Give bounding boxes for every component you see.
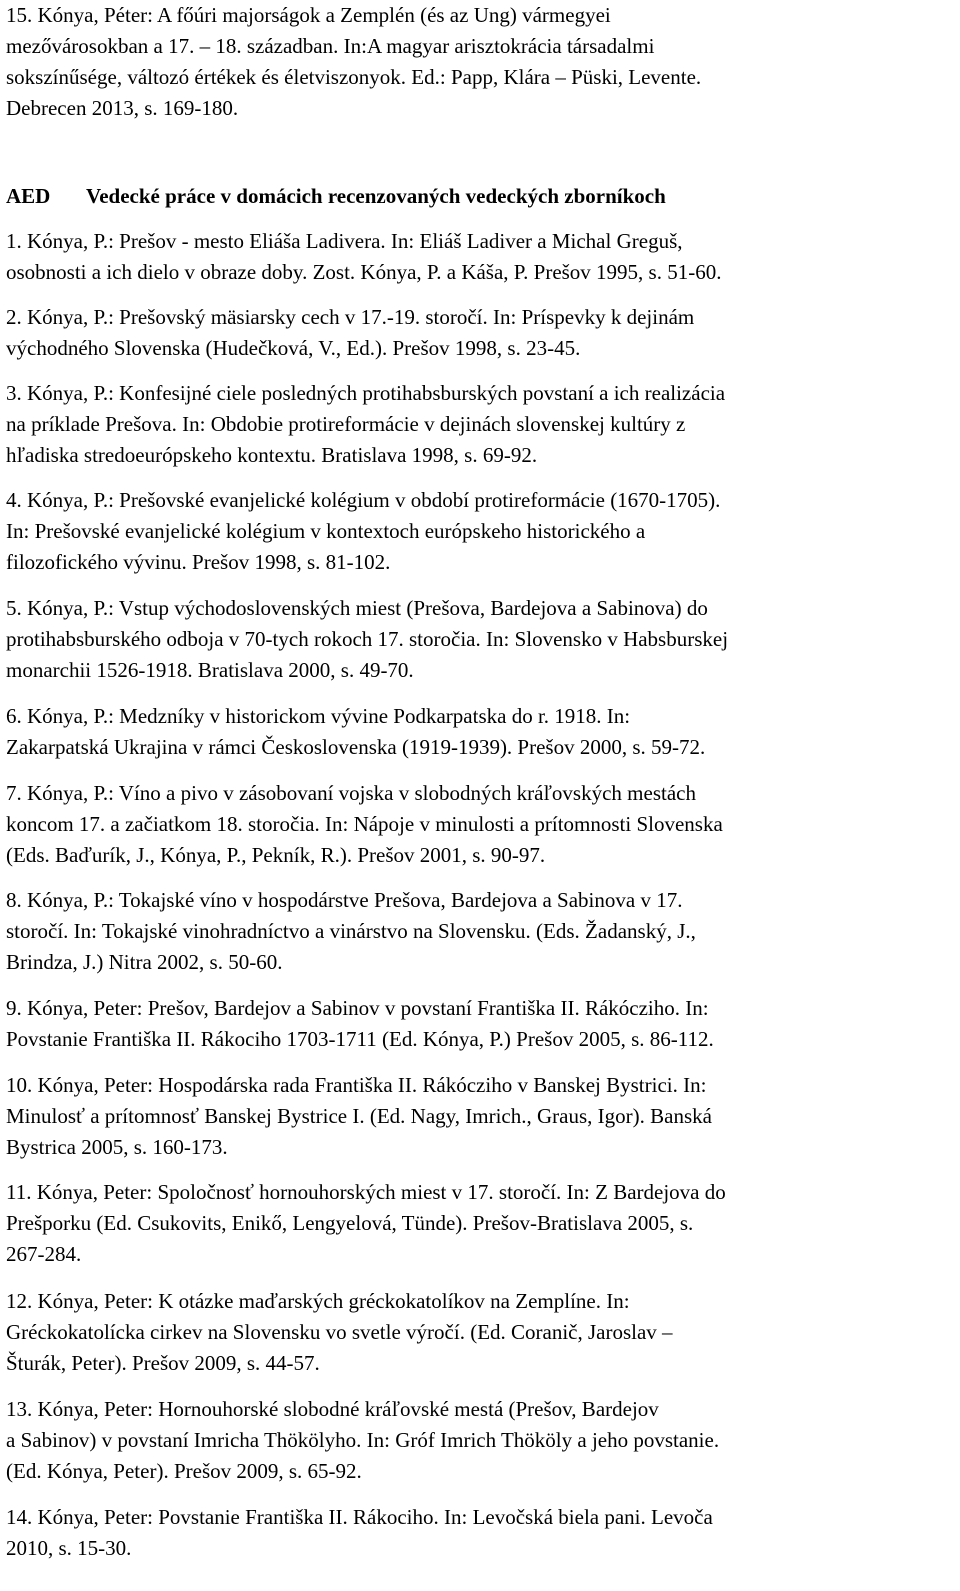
entry-7 xyxy=(6,778,956,871)
entry-line: Prešporku (Ed. Csukovits, Enikő, Lengyelová, Tünde). Prešov-Bratislava 2005, s. xyxy=(6,1211,694,1235)
entry-line: na príklade Prešova. In: Obdobie protireformácie v dejinách slovenskej kultúry z xyxy=(6,412,686,436)
entry-line: 6. Kónya, P.: Medzníky v historickom vývine Podkarpatska do r. 1918. In: xyxy=(6,704,631,728)
entry-line: 8. Kónya, P.: Tokajské víno v hospodárstve Prešova, Bardejova a Sabinova v 17. xyxy=(6,888,683,912)
entry-line: východného Slovenska (Hudečková, V., Ed.). Prešov 1998, s. 23-45. xyxy=(6,336,581,360)
entry-10 xyxy=(6,1070,956,1163)
entry-line: In: Prešovské evanjelické kolégium v kontextoch európskeho historického a xyxy=(6,519,646,543)
entry-line: 10. Kónya, Peter: Hospodárska rada Františka II. Rákócziho v Banskej Bystrici. In: xyxy=(6,1073,707,1097)
entry-line: monarchii 1526-1918. Bratislava 2000, s. 49-70. xyxy=(6,658,414,682)
entry-4 xyxy=(6,485,956,578)
entry-line: 11. Kónya, Peter: Spoločnosť hornouhorských miest v 17. storočí. In: Z Bardejova do xyxy=(6,1180,726,1204)
entry-line: 12. Kónya, Peter: K otázke maďarských gréckokatolíkov na Zemplíne. In: xyxy=(6,1289,630,1313)
entry-5 xyxy=(6,593,956,686)
section-code: AED xyxy=(6,184,51,208)
entry-line: 7. Kónya, P.: Víno a pivo v zásobovaní vojska v slobodných kráľovských mestách xyxy=(6,781,696,805)
entry-line: 4. Kónya, P.: Prešovské evanjelické kolégium v období protireformácie (1670-1705). xyxy=(6,488,721,512)
entry-line: koncom 17. a začiatkom 18. storočia. In: Nápoje v minulosti a prítomnosti Slovenska xyxy=(6,812,723,836)
entry-11 xyxy=(6,1177,956,1270)
entry-line: storočí. In: Tokajské vinohradníctvo a vinárstvo na Slovensku. (Eds. Žadanský, J., xyxy=(6,919,696,943)
entry-line: Brindza, J.) Nitra 2002, s. 50-60. xyxy=(6,950,283,974)
entry-line: (Ed. Kónya, Peter). Prešov 2009, s. 65-92. xyxy=(6,1459,362,1483)
entry-line: 2. Kónya, P.: Prešovský mäsiarsky cech v 17.-19. storočí. In: Príspevky k dejinám xyxy=(6,305,695,329)
entry-line: 3. Kónya, P.: Konfesijné ciele posledných protihabsburských povstaní a ich realizácia xyxy=(6,381,726,405)
entry-2 xyxy=(6,302,956,364)
entry-12 xyxy=(6,1286,956,1379)
entry-line: Šturák, Peter). Prešov 2009, s. 44-57. xyxy=(6,1351,320,1375)
entry-line: Zakarpatská Ukrajina v rámci Československa (1919-1939). Prešov 2000, s. 59-72. xyxy=(6,735,706,759)
entry-line: 2010, s. 15-30. xyxy=(6,1536,132,1560)
entry-line: Minulosť a prítomnosť Banskej Bystrice I. (Ed. Nagy, Imrich., Graus, Igor). Banská xyxy=(6,1104,712,1128)
entry-line: hľadiska stredoeurópskeho kontextu. Bratislava 1998, s. 69-92. xyxy=(6,443,538,467)
entry-line: Debrecen 2013, s. 169-180. xyxy=(6,96,239,120)
entry-1 xyxy=(6,226,956,288)
entry-15 xyxy=(6,0,956,124)
entry-line: 14. Kónya, Peter: Povstanie Františka II. Rákociho. In: Levočská biela pani. Levoča xyxy=(6,1505,713,1529)
section-title: Vedecké práce v domácich recenzovaných vedeckých zborníkoch xyxy=(86,184,666,208)
entry-line: 13. Kónya, Peter: Hornouhorské slobodné kráľovské mestá (Prešov, Bardejov xyxy=(6,1397,659,1421)
entry-line: osobnosti a ich dielo v obraze doby. Zost. Kónya, P. a Káša, P. Prešov 1995, s. 51-60. xyxy=(6,260,722,284)
entry-line: sokszínűsége, változó értékek és életviszonyok. Ed.: Papp, Klára – Püski, Levente. xyxy=(6,65,702,89)
entry-6 xyxy=(6,701,956,763)
entry-8 xyxy=(6,885,956,978)
entry-line: 15. Kónya, Péter: A főúri majorságok a Zemplén (és az Ung) vármegyei xyxy=(6,3,611,27)
entry-line: Povstanie Františka II. Rákociho 1703-1711 (Ed. Kónya, P.) Prešov 2005, s. 86-112. xyxy=(6,1027,714,1051)
entry-line: filozofického vývinu. Prešov 1998, s. 81-102. xyxy=(6,550,391,574)
entry-14 xyxy=(6,1502,956,1564)
entry-line: 9. Kónya, Peter: Prešov, Bardejov a Sabinov v povstaní Františka II. Rákócziho. In: xyxy=(6,996,709,1020)
entry-line: (Eds. Baďurík, J., Kónya, P., Pekník, R.). Prešov 2001, s. 90-97. xyxy=(6,843,546,867)
entry-line: protihabsburského odboja v 70-tych rokoch 17. storočia. In: Slovensko v Habsburskej xyxy=(6,627,729,651)
entry-13 xyxy=(6,1394,956,1487)
entry-line: mezővárosokban a 17. – 18. században. In:A magyar arisztokrácia társadalmi xyxy=(6,34,655,58)
entry-line: 267-284. xyxy=(6,1242,82,1266)
entry-9 xyxy=(6,993,956,1055)
entry-line: 1. Kónya, P.: Prešov - mesto Eliáša Ladivera. In: Eliáš Ladiver a Michal Greguš, xyxy=(6,229,683,253)
entry-line: a Sabinov) v povstaní Imricha Thökölyho. In: Gróf Imrich Thököly a jeho povstanie. xyxy=(6,1428,720,1452)
section-heading xyxy=(6,181,956,212)
entry-line: Gréckokatolícka cirkev na Slovensku vo svetle výročí. (Ed. Coranič, Jaroslav – xyxy=(6,1320,673,1344)
entry-line: 5. Kónya, P.: Vstup východoslovenských miest (Prešova, Bardejova a Sabinova) do xyxy=(6,596,708,620)
entry-3 xyxy=(6,378,956,471)
entry-line: Bystrica 2005, s. 160-173. xyxy=(6,1135,228,1159)
